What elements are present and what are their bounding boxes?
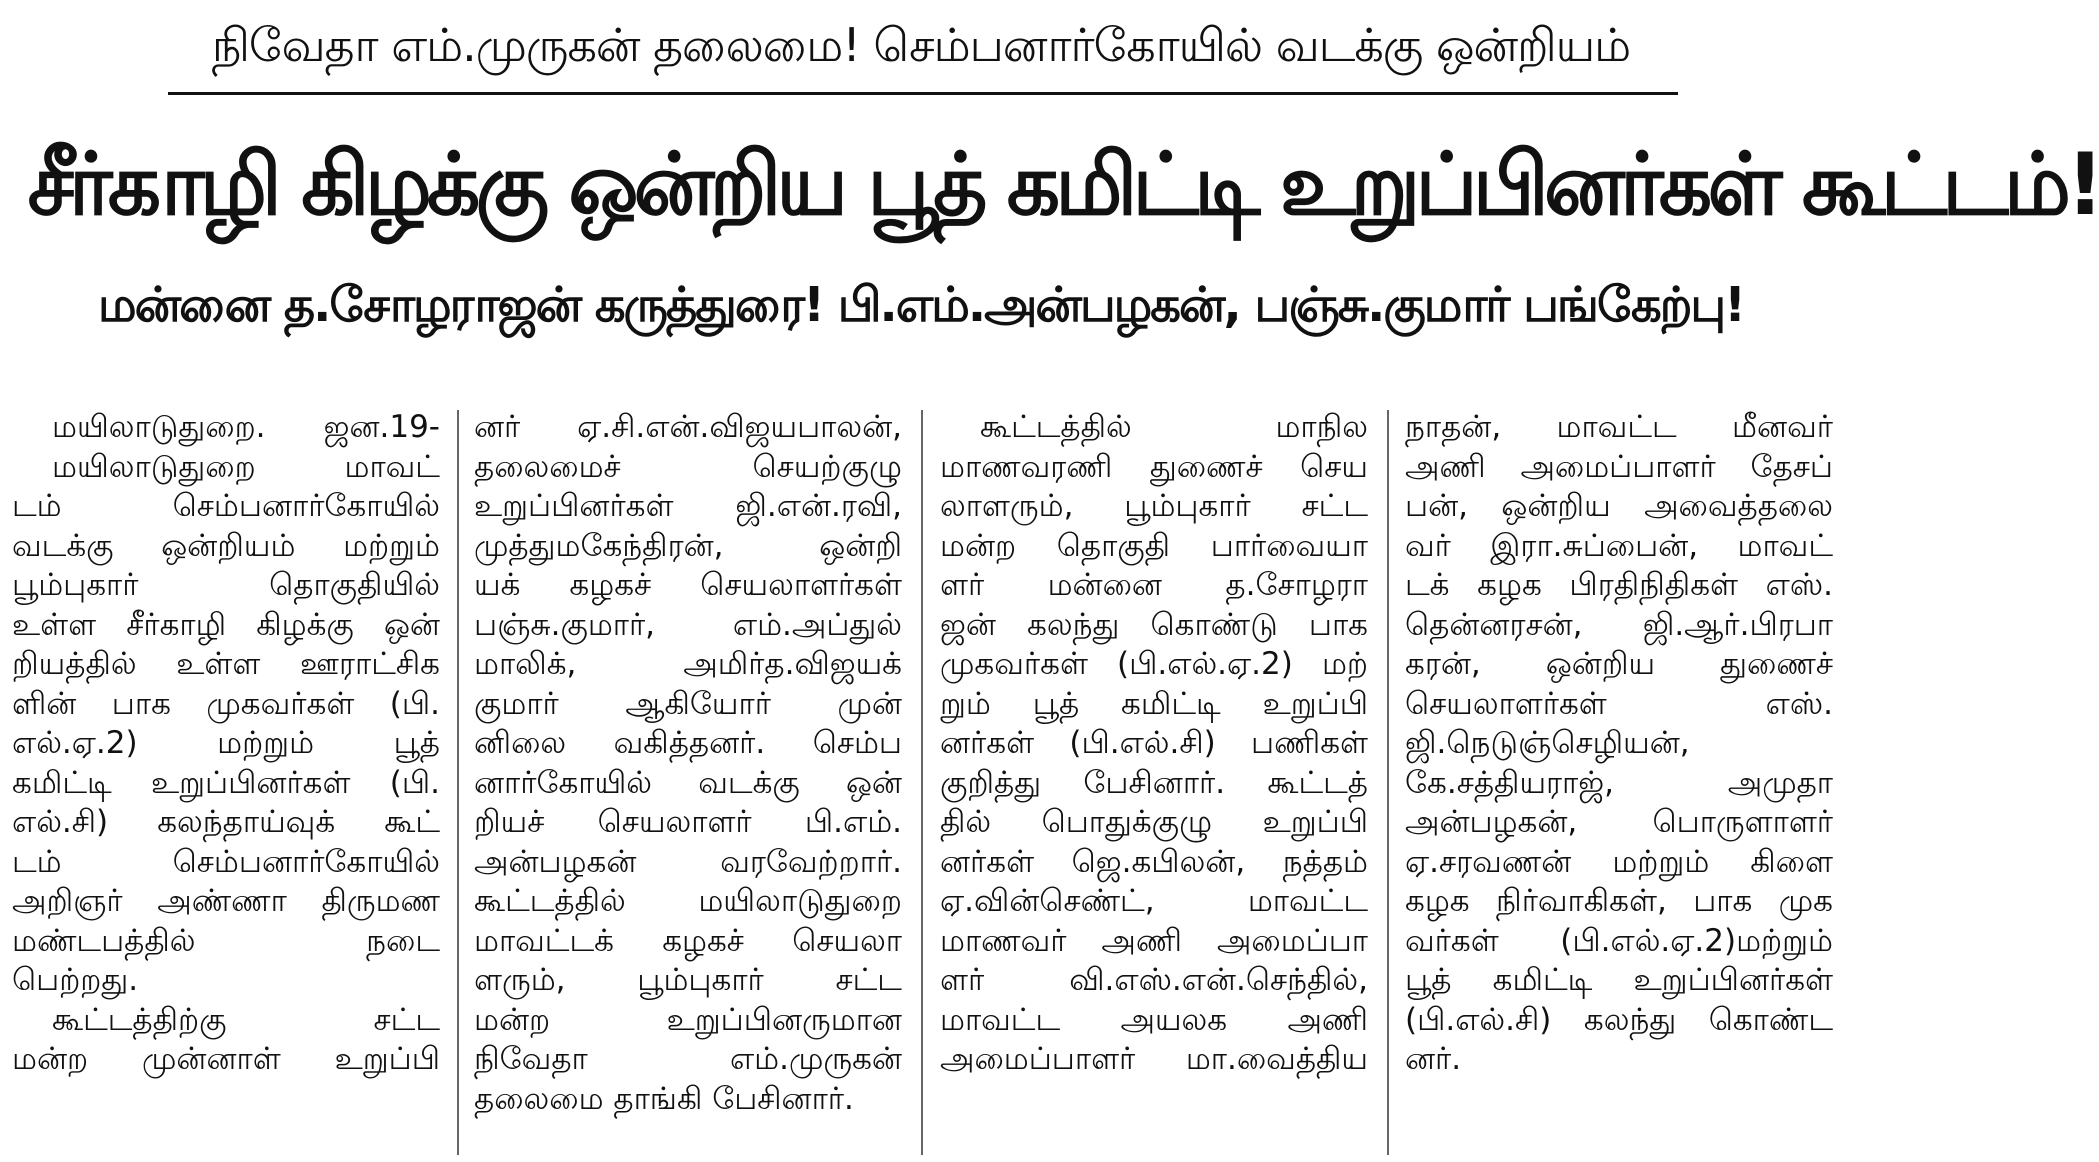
text-line: எல்.ஏ.2) மற்றும் பூத் (12, 725, 440, 761)
text-line: கழக நிர்வாகிகள், பாக முக (1405, 883, 1833, 919)
text-line: குறித்து பேசினார். கூட்டத் (940, 764, 1368, 801)
text-line: லாளரும், பூம்புகார் சட்ட (940, 488, 1368, 524)
text-line: (பி.எல்.சி) கலந்து கொண்ட (1405, 1001, 1833, 1038)
text-line: உறுப்பினர்கள் ஜி.என்.ரவி, (474, 488, 902, 524)
text-line: தென்னரசன், ஜி.ஆர்.பிரபா (1405, 606, 1833, 643)
text-line: முகவர்கள் (பி.எல்.ஏ.2) மற் (940, 646, 1368, 682)
text-line: வர்கள் (பி.எல்.ஏ.2)மற்றும் (1405, 922, 1833, 959)
text-line: மண்டபத்தில் நடை (12, 922, 440, 959)
article-column-2 (474, 408, 902, 1162)
text-line: யக் கழகச் செயலாளர்கள் (474, 567, 902, 603)
text-line: றும் பூத் கமிட்டி உறுப்பி (940, 685, 1368, 722)
text-line: நிவேதா எம்.முருகன் (474, 1041, 902, 1077)
text-line: மன்ற முன்னாள் உறுப்பி (12, 1041, 440, 1077)
text-line: னர்கள் ஜெ.கபிலன், நத்தம் (940, 843, 1368, 880)
text-line: ளரும், பூம்புகார் சட்ட (474, 962, 902, 998)
text-line: ஏ.வின்செண்ட், மாவட்ட (940, 883, 1368, 919)
text-line: வடக்கு ஒன்றியம் மற்றும் (12, 527, 440, 564)
text-line: அறிஞர் அண்ணா திருமண (12, 883, 440, 919)
text-line: கூட்டத்தில் மாநில (980, 409, 1368, 445)
text-line: ஜி.நெடுஞ்செழியன், (1405, 725, 1690, 761)
text-line: மாணவரணி துணைச் செய (940, 448, 1368, 485)
text-line: றியத்தில் உள்ள ஊராட்சிக (12, 646, 440, 682)
text-line: செயலாளர்கள் எஸ். (1405, 685, 1833, 722)
kicker-headline: நிவேதா எம்.முருகன் தலைமை! செம்பனார்கோயில் வடக்கு ஒன்றியம் (211, 18, 1631, 72)
text-line: மாவட்டக் கழகச் செயலா (474, 922, 902, 959)
text-line: கூட்டத்தில் மயிலாடுதுறை (474, 883, 902, 919)
text-line: முத்துமகேந்திரன், ஒன்றி (474, 527, 902, 564)
text-line: கரன், ஒன்றிய துணைச் (1405, 646, 1833, 682)
text-line: பெற்றது. (12, 962, 139, 998)
text-line: றியச் செயலாளர் பி.எம். (474, 804, 902, 840)
text-line: கமிட்டி உறுப்பினர்கள் (பி. (12, 764, 440, 801)
text-line: பூத் கமிட்டி உறுப்பினர்கள் (1405, 962, 1833, 998)
text-line: எல்.சி) கலந்தாய்வுக் கூட் (12, 804, 440, 840)
text-line: னார்கோயில் வடக்கு ஒன் (474, 764, 902, 801)
main-headline: சீர்காழி கிழக்கு ஒன்றிய பூத் கமிட்டி உறுப்பினர்கள் கூட்டம்! (27, 135, 2099, 235)
text-line: மயிலாடுதுறை. ஜன.19- (52, 409, 440, 445)
text-line: ஜன் கலந்து கொண்டு பாக (940, 606, 1368, 643)
article-column-4 (1405, 408, 1833, 1162)
text-line: கே.சத்தியராஜ், அமுதா (1405, 764, 1833, 801)
text-line: குமார் ஆகியோர் முன் (474, 685, 902, 722)
subheadline: மன்னை த.சோழராஜன் கருத்துரை! பி.எம்.அன்பழகன், பஞ்சு.குமார் பங்கேற்பு! (97, 277, 1745, 333)
text-line: அணி அமைப்பாளர் தேசப் (1405, 448, 1833, 485)
text-line: பன், ஒன்றிய அவைத்தலை (1405, 488, 1833, 524)
text-line: மன்ற உறுப்பினருமான (474, 1001, 902, 1038)
text-line: ஏ.சரவணன் மற்றும் கிளை (1405, 843, 1833, 880)
text-line: மாணவர் அணி அமைப்பா (940, 922, 1368, 959)
text-line: வர் இரா.சுப்பைன், மாவட் (1405, 527, 1833, 564)
text-line: தலைமை தாங்கி பேசினார். (474, 1080, 854, 1117)
article-column-3 (940, 408, 1368, 1162)
article-column-1 (12, 408, 440, 1162)
text-line: மாவட்ட அயலக அணி (940, 1001, 1368, 1038)
text-line: மயிலாடுதுறை மாவட் (52, 448, 440, 485)
text-line: தலைமைச் செயற்குழு (474, 448, 902, 485)
text-line: னிலை வகித்தனர். செம்ப (474, 725, 902, 761)
kicker-underline (168, 92, 1678, 95)
text-line: மன்ற தொகுதி பார்வையா (940, 527, 1368, 564)
text-line: னர். (1405, 1041, 1462, 1077)
text-line: நாதன், மாவட்ட மீனவர் (1405, 409, 1833, 445)
text-line: டக் கழக பிரதிநிதிகள் எஸ். (1405, 567, 1833, 603)
article-body (0, 408, 1842, 1162)
text-line: ளர் வி.எஸ்.என்.செந்தில், (940, 962, 1368, 998)
text-line: கூட்டத்திற்கு சட்ட (52, 1001, 440, 1038)
text-line: அன்பழகன், பொருளாளர் (1405, 804, 1833, 840)
text-line: ளர் மன்னை த.சோழரா (940, 567, 1368, 603)
text-line: டம் செம்பனார்கோயில் (12, 488, 440, 524)
text-line: டம் செம்பனார்கோயில் (12, 843, 440, 880)
text-line: அன்பழகன் வரவேற்றார். (474, 843, 902, 880)
text-line: மாலிக், அமிர்த.விஜயக் (474, 646, 902, 682)
text-line: தில் பொதுக்குழு உறுப்பி (940, 804, 1368, 840)
text-line: அமைப்பாளர் மா.வைத்திய (940, 1041, 1368, 1077)
text-line: னர் ஏ.சி.என்.விஜயபாலன், (474, 409, 902, 445)
text-line: ளின் பாக முகவர்கள் (பி. (12, 685, 440, 722)
text-line: பூம்புகார் தொகுதியில் (12, 567, 440, 603)
text-line: உள்ள சீர்காழி கிழக்கு ஒன் (12, 606, 440, 643)
text-line: பஞ்சு.குமார், எம்.அப்துல் (474, 606, 902, 643)
text-line: னர்கள் (பி.எல்.சி) பணிகள் (940, 725, 1368, 761)
